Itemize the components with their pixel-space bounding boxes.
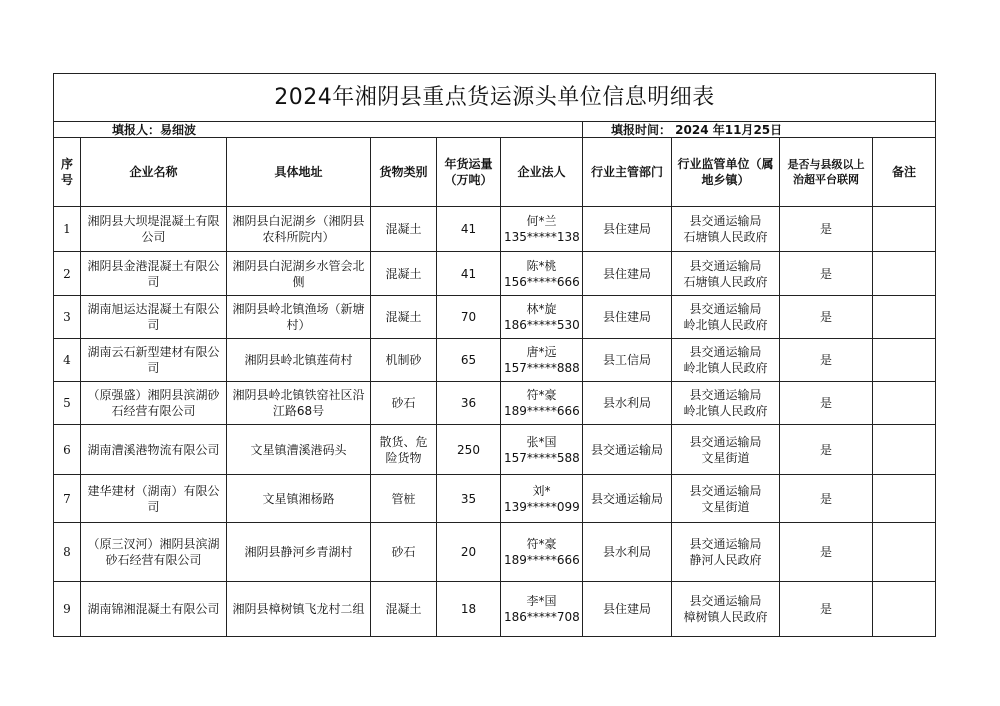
- supervisor-township: 岭北镇人民政府: [683, 361, 768, 375]
- supervisor-bureau: 县交通运输局: [689, 302, 762, 316]
- remark-cell: [873, 339, 936, 382]
- row-no-cell: 6: [54, 425, 81, 475]
- supervisor-bureau: 县交通运输局: [689, 345, 762, 359]
- header-no: 序号: [54, 138, 81, 207]
- supervisor-bureau: 县交通运输局: [689, 434, 762, 449]
- header-dept: 行业主管部门: [583, 138, 672, 207]
- supervisor-township: 文星街道: [701, 499, 750, 514]
- legal-person-phone: 156*****666: [504, 274, 580, 289]
- table-row: [54, 252, 936, 296]
- supervisor-township: 静河人民政府: [689, 553, 762, 567]
- table-row: [54, 339, 936, 382]
- header-supervisor: 行业监管单位（属地乡镇）: [672, 138, 780, 207]
- address-cell: 湘阴县岭北镇渔场（新塘村）: [227, 296, 371, 339]
- row-no-cell: 7: [54, 475, 81, 523]
- supervisor-unit-cell: [672, 475, 780, 523]
- table-row: [54, 582, 936, 637]
- supervisor-unit-cell: [672, 252, 780, 296]
- supervisor-bureau: 县交通运输局: [689, 537, 762, 551]
- supervisor-township: 樟树镇人民政府: [683, 610, 768, 624]
- supervisor-unit-cell: [672, 523, 780, 582]
- goods-category-cell: 混凝土: [371, 252, 437, 296]
- company-name-cell: 湖南云石新型建材有限公司: [81, 339, 227, 382]
- annual-volume-cell: 65: [437, 339, 501, 382]
- company-name-cell: （原强盛）湘阴县滨湖砂石经营有限公司: [81, 382, 227, 425]
- company-name-cell: 湖南旭运达混凝土有限公司: [81, 296, 227, 339]
- legal-person-cell: [501, 475, 583, 523]
- remark-cell: [873, 425, 936, 475]
- address-cell: 湘阴县岭北镇铁窑社区沿江路68号: [227, 382, 371, 425]
- remark-cell: [873, 296, 936, 339]
- goods-category-cell: 散货、危险货物: [371, 425, 437, 475]
- fill-date-label: 填报时间： 2024 年11月25日: [583, 122, 936, 138]
- platform-linked-cell: 是: [780, 339, 873, 382]
- remark-cell: [873, 475, 936, 523]
- address-cell: 文星镇漕溪港码头: [227, 425, 371, 475]
- supervisor-township: 石塘镇人民政府: [683, 230, 768, 244]
- supervisor-unit-cell: [672, 582, 780, 637]
- legal-person-phone: 189*****666: [504, 404, 580, 418]
- authority-dept-cell: 县交通运输局: [583, 425, 672, 475]
- legal-person-phone: 135*****138: [504, 230, 580, 244]
- table-row: [54, 382, 936, 425]
- supervisor-bureau: 县交通运输局: [689, 594, 762, 608]
- legal-person-name: 林*旋: [526, 302, 557, 316]
- page-title: 2024年湘阴县重点货运源头单位信息明细表: [54, 74, 936, 122]
- row-no-cell: 3: [54, 296, 81, 339]
- annual-volume-cell: 20: [437, 523, 501, 582]
- remark-cell: [873, 523, 936, 582]
- supervisor-township: 石塘镇人民政府: [683, 274, 768, 289]
- legal-person-name: 何*兰: [526, 214, 557, 228]
- table-header-row: [54, 138, 936, 207]
- annual-volume-cell: 70: [437, 296, 501, 339]
- row-no-cell: 2: [54, 252, 81, 296]
- legal-person-phone: 186*****530: [504, 318, 580, 332]
- platform-linked-cell: 是: [780, 252, 873, 296]
- address-cell: 湘阴县岭北镇莲荷村: [227, 339, 371, 382]
- table-body: [54, 207, 936, 637]
- goods-category-cell: 砂石: [371, 523, 437, 582]
- row-no-cell: 5: [54, 382, 81, 425]
- header-legal: 企业法人: [501, 138, 583, 207]
- authority-dept-cell: 县水利局: [583, 523, 672, 582]
- goods-category-cell: 砂石: [371, 382, 437, 425]
- header-platform: 是否与县级以上治超平台联网: [780, 138, 873, 207]
- platform-linked-cell: 是: [780, 382, 873, 425]
- legal-person-name: 刘*: [532, 483, 551, 498]
- table-row: [54, 523, 936, 582]
- platform-linked-cell: 是: [780, 475, 873, 523]
- authority-dept-cell: 县工信局: [583, 339, 672, 382]
- goods-category-cell: 管桩: [371, 475, 437, 523]
- company-name-cell: 湖南锦湘混凝土有限公司: [81, 582, 227, 637]
- supervisor-township: 文星街道: [701, 450, 750, 465]
- remark-cell: [873, 252, 936, 296]
- authority-dept-cell: 县交通运输局: [583, 475, 672, 523]
- legal-person-phone: 157*****888: [504, 361, 580, 375]
- supervisor-unit-cell: [672, 425, 780, 475]
- annual-volume-cell: 36: [437, 382, 501, 425]
- company-name-cell: 湖南漕溪港物流有限公司: [81, 425, 227, 475]
- legal-person-phone: 157*****588: [504, 450, 580, 465]
- legal-person-name: 符*豪: [526, 537, 557, 551]
- address-cell: 文星镇湘杨路: [227, 475, 371, 523]
- supervisor-bureau: 县交通运输局: [689, 483, 762, 498]
- address-cell: 湘阴县白泥湖乡（湘阴县农科所院内）: [227, 207, 371, 252]
- legal-person-phone: 186*****708: [504, 610, 580, 624]
- table-row: [54, 296, 936, 339]
- legal-person-name: 李*国: [526, 594, 557, 608]
- address-cell: 湘阴县白泥湖乡水管会北侧: [227, 252, 371, 296]
- table-row: [54, 207, 936, 252]
- company-name-cell: 湘阴县大坝堤混凝土有限公司: [81, 207, 227, 252]
- goods-category-cell: 机制砂: [371, 339, 437, 382]
- header-remark: 备注: [873, 138, 936, 207]
- address-cell: 湘阴县樟树镇飞龙村二组: [227, 582, 371, 637]
- supervisor-unit-cell: [672, 207, 780, 252]
- platform-linked-cell: 是: [780, 523, 873, 582]
- supervisor-bureau: 县交通运输局: [689, 214, 762, 228]
- annual-volume-cell: 41: [437, 207, 501, 252]
- freight-source-table: [53, 73, 936, 637]
- header-company: 企业名称: [81, 138, 227, 207]
- legal-person-name: 符*豪: [526, 388, 557, 402]
- row-no-cell: 9: [54, 582, 81, 637]
- authority-dept-cell: 县住建局: [583, 207, 672, 252]
- legal-person-name: 唐*远: [526, 345, 557, 359]
- supervisor-unit-cell: [672, 339, 780, 382]
- annual-volume-cell: 250: [437, 425, 501, 475]
- table-row: [54, 475, 936, 523]
- legal-person-cell: [501, 296, 583, 339]
- legal-person-cell: [501, 207, 583, 252]
- authority-dept-cell: 县水利局: [583, 382, 672, 425]
- supervisor-township: 岭北镇人民政府: [683, 404, 768, 418]
- supervisor-bureau: 县交通运输局: [689, 258, 762, 273]
- supervisor-township: 岭北镇人民政府: [683, 318, 768, 332]
- header-address: 具体地址: [227, 138, 371, 207]
- annual-volume-cell: 18: [437, 582, 501, 637]
- table-row: [54, 425, 936, 475]
- authority-dept-cell: 县住建局: [583, 582, 672, 637]
- supervisor-bureau: 县交通运输局: [689, 388, 762, 402]
- address-cell: 湘阴县静河乡青湖村: [227, 523, 371, 582]
- legal-person-cell: [501, 582, 583, 637]
- row-no-cell: 4: [54, 339, 81, 382]
- header-goods: 货物类别: [371, 138, 437, 207]
- legal-person-cell: [501, 523, 583, 582]
- company-name-cell: 湘阴县金港混凝土有限公司: [81, 252, 227, 296]
- legal-person-cell: [501, 382, 583, 425]
- authority-dept-cell: 县住建局: [583, 252, 672, 296]
- row-no-cell: 1: [54, 207, 81, 252]
- goods-category-cell: 混凝土: [371, 207, 437, 252]
- platform-linked-cell: 是: [780, 296, 873, 339]
- supervisor-unit-cell: [672, 296, 780, 339]
- legal-person-phone: 189*****666: [504, 553, 580, 567]
- platform-linked-cell: 是: [780, 425, 873, 475]
- legal-person-name: 张*国: [526, 434, 557, 449]
- legal-person-cell: [501, 252, 583, 296]
- supervisor-unit-cell: [672, 382, 780, 425]
- company-name-cell: 建华建材（湖南）有限公司: [81, 475, 227, 523]
- filler-label: 填报人：易细波: [54, 122, 583, 138]
- remark-cell: [873, 207, 936, 252]
- goods-category-cell: 混凝土: [371, 582, 437, 637]
- platform-linked-cell: 是: [780, 207, 873, 252]
- legal-person-cell: [501, 339, 583, 382]
- header-volume: 年货运量（万吨）: [437, 138, 501, 207]
- annual-volume-cell: 41: [437, 252, 501, 296]
- legal-person-phone: 139*****099: [504, 499, 580, 514]
- remark-cell: [873, 582, 936, 637]
- authority-dept-cell: 县住建局: [583, 296, 672, 339]
- legal-person-name: 陈*桃: [526, 258, 557, 273]
- goods-category-cell: 混凝土: [371, 296, 437, 339]
- row-no-cell: 8: [54, 523, 81, 582]
- remark-cell: [873, 382, 936, 425]
- legal-person-cell: [501, 425, 583, 475]
- company-name-cell: （原三汊河）湘阴县滨湖砂石经营有限公司: [81, 523, 227, 582]
- annual-volume-cell: 35: [437, 475, 501, 523]
- platform-linked-cell: 是: [780, 582, 873, 637]
